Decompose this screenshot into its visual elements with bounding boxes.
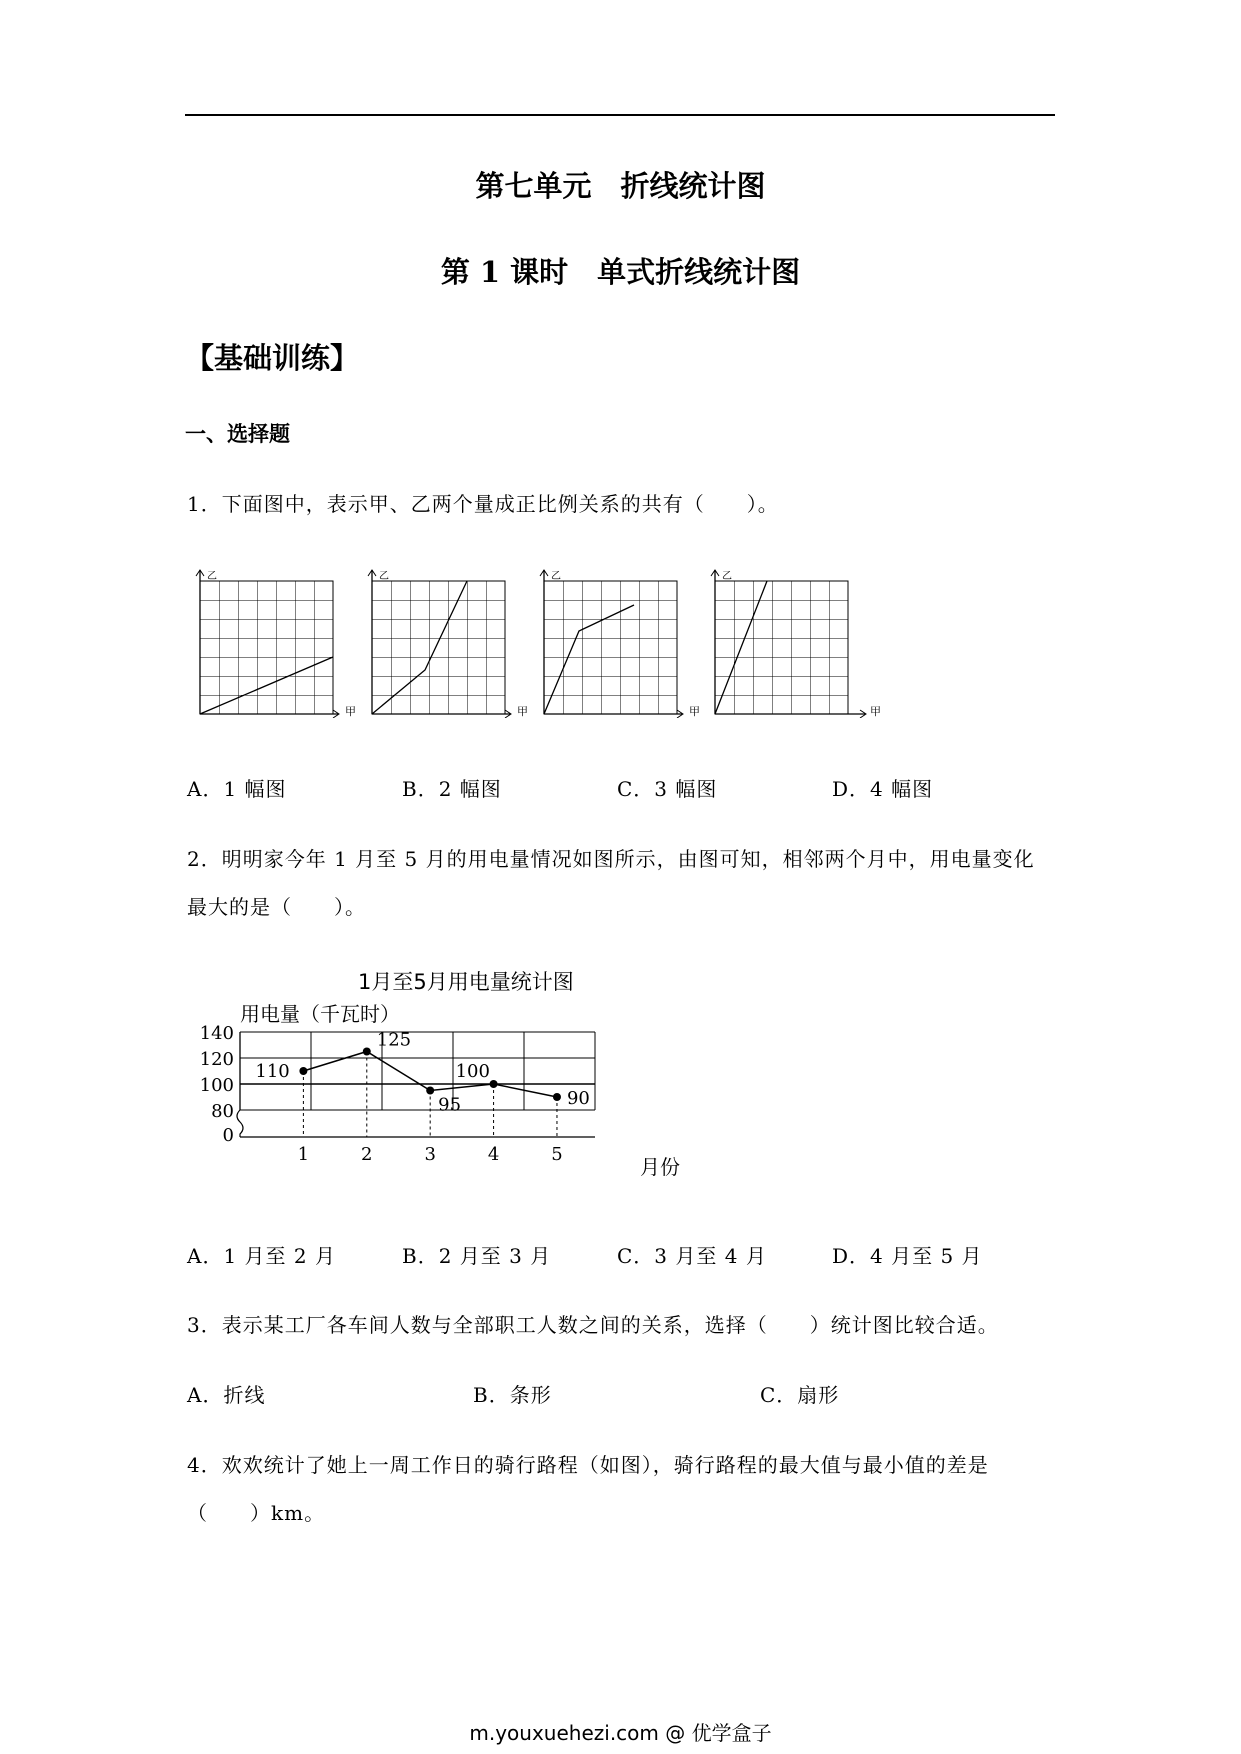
y-axis-label: 乙 xyxy=(551,571,561,582)
y-tick-label: 80 xyxy=(211,1101,234,1122)
chart-marks xyxy=(255,1030,589,1166)
y-tick-label: 120 xyxy=(199,1049,234,1070)
data-point xyxy=(299,1067,307,1075)
q2-option-a[interactable]: A．1 月至 2 月 xyxy=(187,1244,336,1268)
q1-option-d[interactable]: D．4 幅图 xyxy=(832,777,934,801)
question-2-line-1: 2．明明家今年 1 月至 5 月的用电量情况如图所示，由图可知，相邻两个月中，用电量变化 xyxy=(187,847,1035,871)
question-3-text: 3．表示某工厂各车间人数与全部职工人数之间的关系，选择（ ）统计图比较合适。 xyxy=(187,1313,999,1337)
q1-graph-4 xyxy=(708,568,870,718)
chart-ylabel: 用电量（千瓦时） xyxy=(240,1002,400,1026)
x-tick-label: 4 xyxy=(487,1144,500,1165)
x-axis-label-2: 甲 xyxy=(517,705,529,718)
chart-title: 1月至5月用电量统计图 xyxy=(358,970,574,994)
x-axis-label-3: 甲 xyxy=(689,705,701,718)
q3-option-b[interactable]: B．条形 xyxy=(473,1383,552,1407)
x-tick-label: 1 xyxy=(297,1144,310,1165)
y-tick-label: 140 xyxy=(199,1023,234,1044)
y-axis-label: 乙 xyxy=(722,571,732,582)
unit-title: 第七单元 折线统计图 xyxy=(475,169,766,203)
question-4-line-1: 4．欢欢统计了她上一周工作日的骑行路程（如图），骑行路程的最大值与最小值的差是 xyxy=(187,1453,989,1477)
x-axis-label-1: 甲 xyxy=(345,705,357,718)
q1-graph-2 xyxy=(365,568,515,718)
data-point xyxy=(490,1080,498,1088)
q1-graph-3 xyxy=(537,568,687,718)
data-label: 110 xyxy=(255,1061,290,1082)
q1-option-c[interactable]: C．3 幅图 xyxy=(617,777,718,801)
x-tick-label: 5 xyxy=(551,1144,563,1165)
q2-option-c[interactable]: C．3 月至 4 月 xyxy=(617,1244,767,1268)
question-2-line-2: 最大的是（ ）。 xyxy=(187,895,366,919)
x-tick-label: 2 xyxy=(361,1144,373,1165)
data-label: 125 xyxy=(376,1029,412,1051)
q3-option-c[interactable]: C．扇形 xyxy=(760,1383,840,1407)
q1-option-a[interactable]: A．1 幅图 xyxy=(187,777,287,801)
section-title: 【基础训练】 xyxy=(185,341,360,375)
x-axis-label-4: 甲 xyxy=(870,705,882,718)
lesson-title: 第 1 课时 单式折线统计图 xyxy=(440,255,801,289)
y-axis-label: 乙 xyxy=(207,571,217,582)
footer-watermark: m.youxuehezi.com @ 优学盒子 xyxy=(469,1721,772,1745)
data-point xyxy=(426,1087,434,1095)
data-label: 95 xyxy=(438,1094,462,1116)
q1-graph-1 xyxy=(193,568,343,718)
question-1-text: 1．下面图中，表示甲、乙两个量成正比例关系的共有（ ）。 xyxy=(187,492,779,516)
q2-option-b[interactable]: B．2 月至 3 月 xyxy=(402,1244,552,1268)
data-point xyxy=(553,1093,561,1101)
question-4-line-2: （ ）km。 xyxy=(187,1501,326,1525)
data-label: 90 xyxy=(566,1088,590,1109)
chart-xlabel: 月份 xyxy=(640,1155,680,1179)
q2-option-d[interactable]: D．4 月至 5 月 xyxy=(832,1244,983,1268)
top-rule xyxy=(185,114,1055,116)
y-tick-label: 0 xyxy=(222,1125,234,1146)
y-axis-label: 乙 xyxy=(379,571,389,582)
q3-option-a[interactable]: A．折线 xyxy=(187,1383,266,1407)
x-tick-label: 3 xyxy=(424,1144,436,1165)
q1-option-b[interactable]: B．2 幅图 xyxy=(402,777,502,801)
y-tick-label: 100 xyxy=(199,1075,234,1096)
electricity-line-chart xyxy=(190,965,690,1190)
axis-break xyxy=(237,1110,243,1137)
data-point xyxy=(363,1048,371,1056)
data-label: 100 xyxy=(455,1061,490,1082)
part-title: 一、选择题 xyxy=(185,421,290,446)
